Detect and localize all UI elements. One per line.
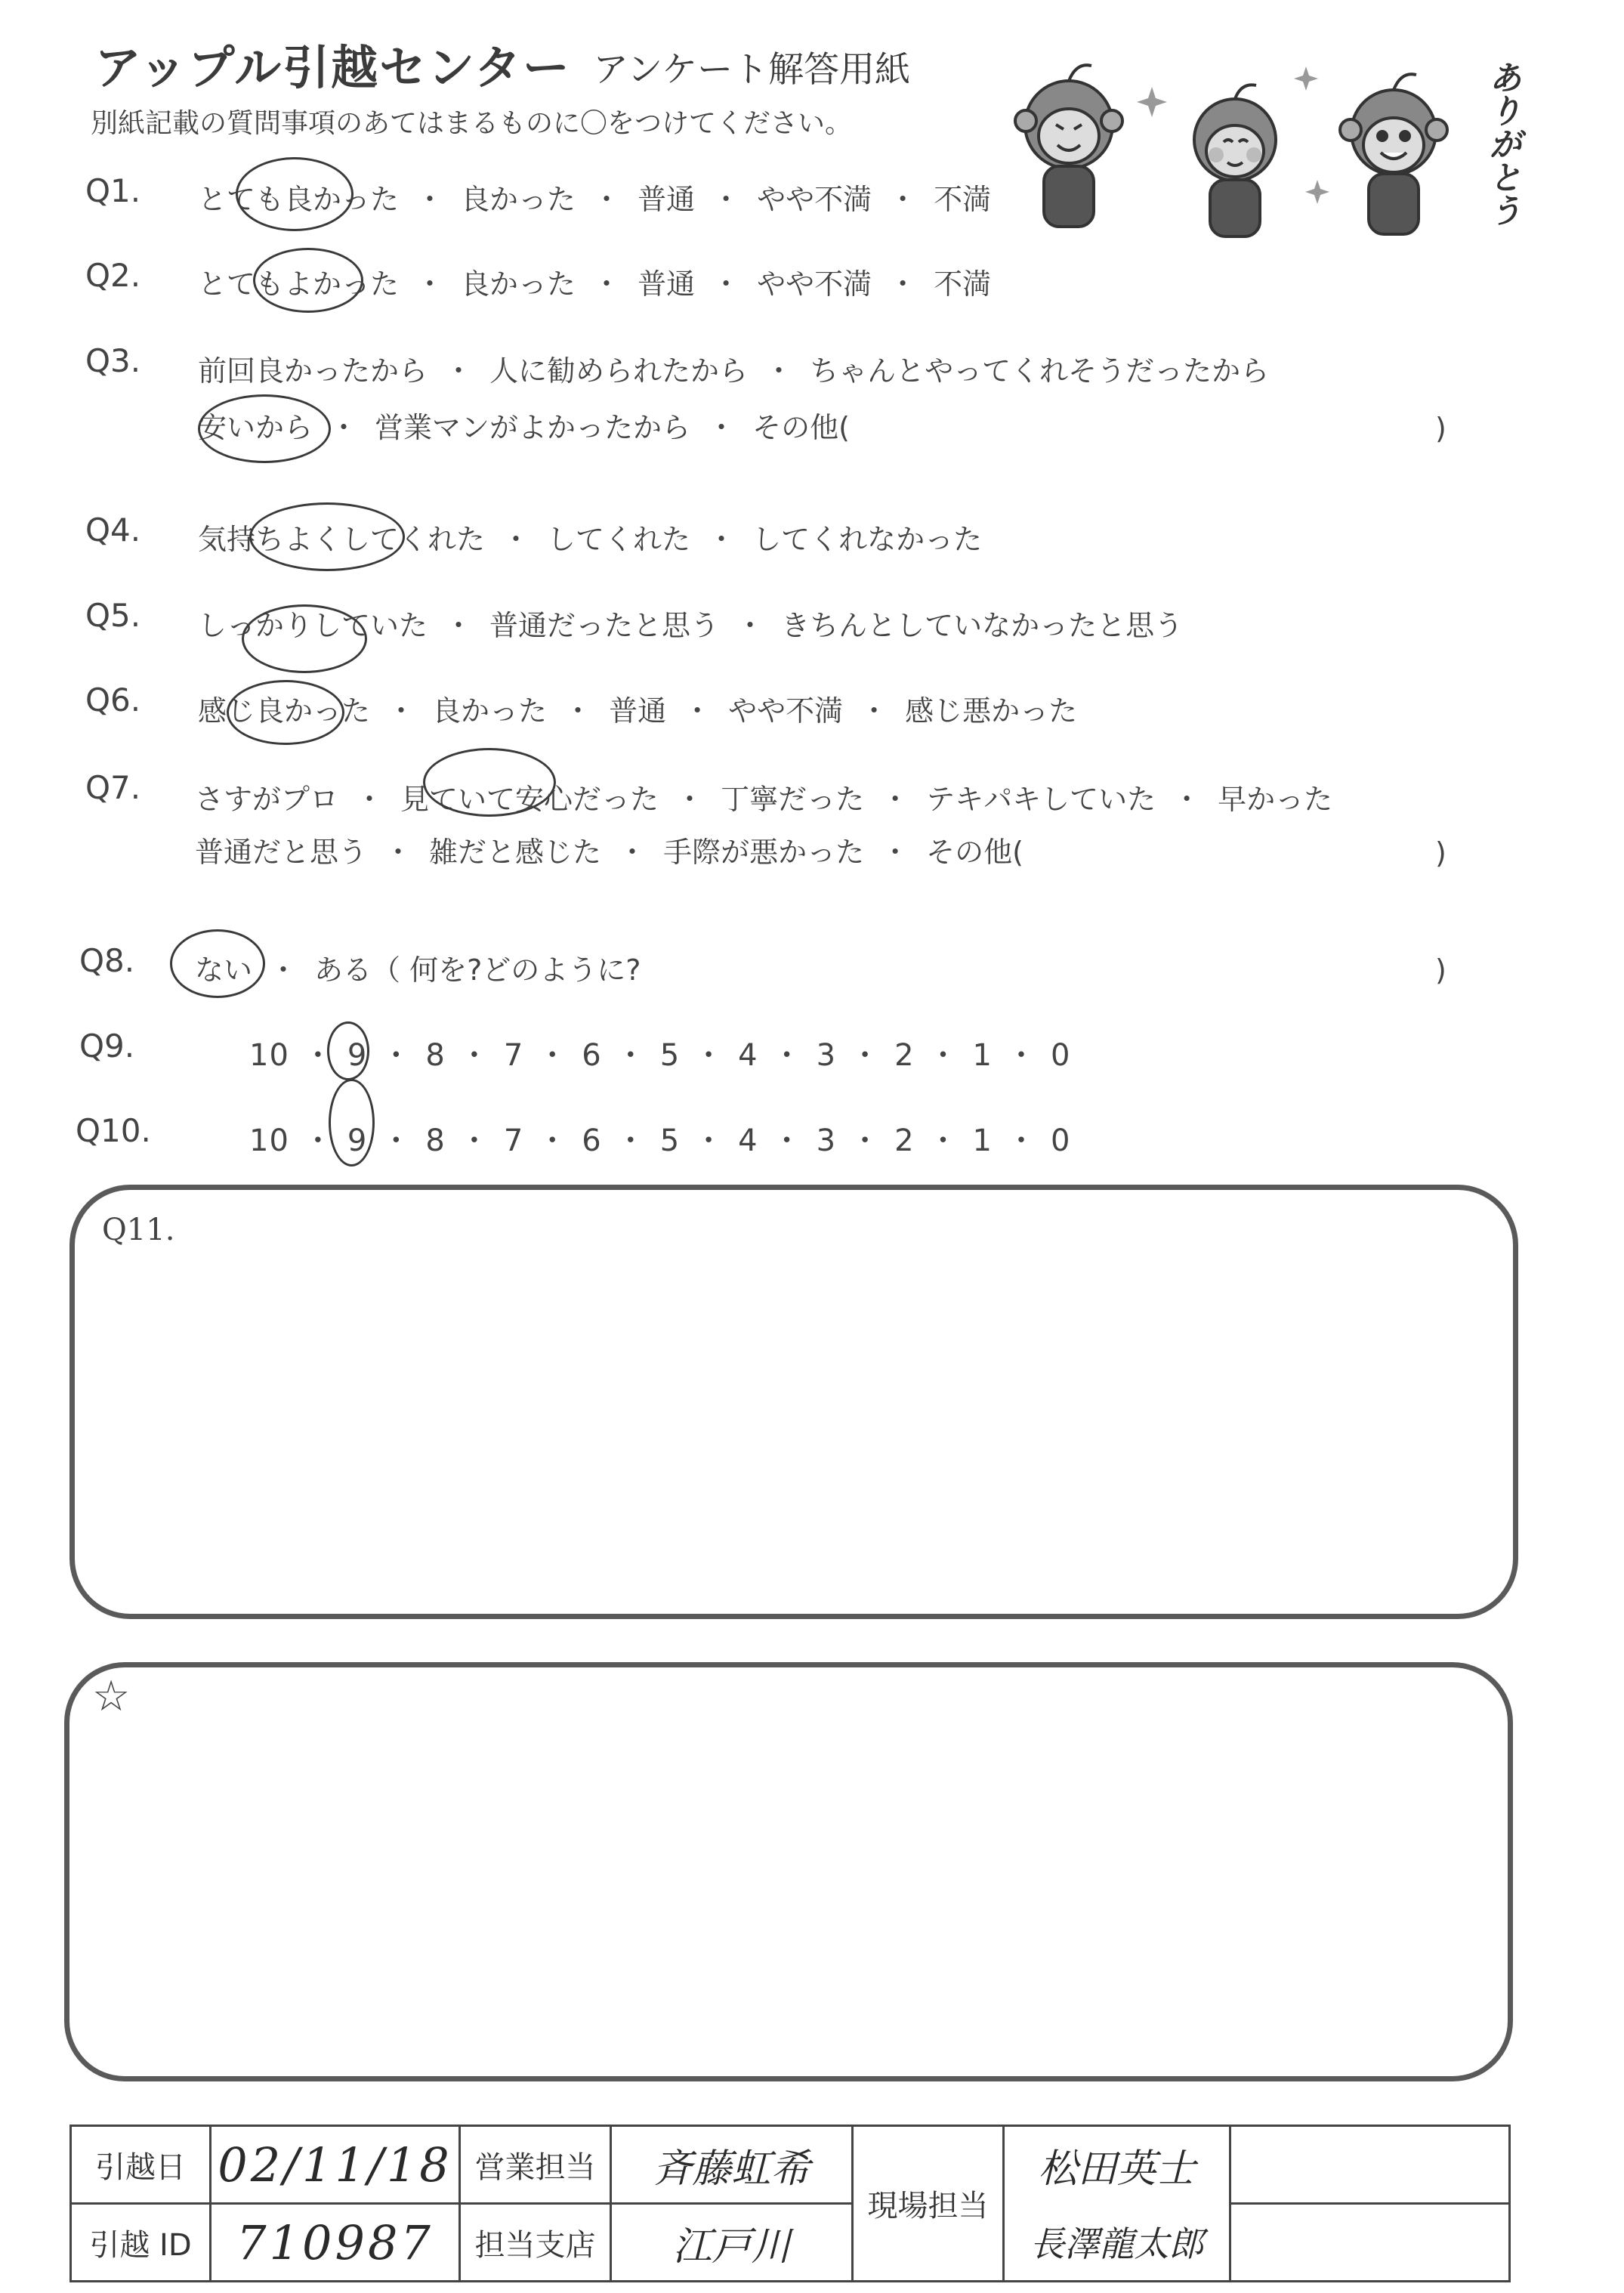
move-id-label: 引越 ID: [71, 2204, 211, 2282]
q6-option[interactable]: 感じ良かった: [198, 694, 371, 728]
q9-scale: 10 ・ 9 ・ 8 ・ 7 ・ 6 ・ 5 ・ 4 ・ 3 ・ 2 ・ 1 ・ 0: [249, 1038, 1071, 1073]
q7-option[interactable]: 手際が悪かった: [663, 836, 865, 869]
branch-label: 担当支店: [460, 2204, 611, 2282]
q7-option[interactable]: テキパキしていた: [926, 783, 1156, 816]
q3-option[interactable]: 前回良かったから: [198, 354, 428, 388]
q3-option[interactable]: 人に勧められたから: [489, 354, 749, 388]
q5-option[interactable]: 普通だったと思う: [489, 609, 720, 642]
q7-option[interactable]: 雑だと感じた: [429, 836, 602, 869]
form-subtitle: アンケート解答用紙: [593, 49, 911, 91]
sales-rep-label: 営業担当: [460, 2126, 611, 2204]
q2-option[interactable]: 良かった: [461, 267, 576, 301]
q10-scale-item[interactable]: 8: [425, 1123, 446, 1158]
q7-options-line1: さすがプロ ・ 見ていて安心だった ・ 丁寧だった ・ テキパキしていた ・ 早かった: [195, 783, 1333, 816]
branch-handwritten: 江戸川: [672, 2223, 791, 2270]
site-staff-extra-1[interactable]: [1230, 2126, 1510, 2204]
q3-option[interactable]: 安いから: [198, 411, 313, 444]
move-id-handwritten: 710987: [236, 2214, 434, 2270]
q9-scale-item[interactable]: 6: [582, 1038, 602, 1073]
q2-option[interactable]: 不満: [934, 267, 992, 301]
q1-option[interactable]: 良かった: [461, 183, 576, 216]
q10-scale-item[interactable]: 6: [582, 1123, 602, 1158]
q9-scale-item[interactable]: 4: [738, 1038, 758, 1073]
q10-label: Q10.: [76, 1112, 151, 1149]
site-staff-value-1[interactable]: [1004, 2126, 1230, 2204]
instruction-text: 別紙記載の質問事項のあてはまるものに〇をつけてください。: [91, 108, 853, 139]
q9-scale-item[interactable]: 7: [503, 1038, 524, 1073]
q9-scale-item[interactable]: 8: [425, 1038, 446, 1073]
q2-options: とてもよかった ・ 良かった ・ 普通 ・ やや不満 ・ 不満: [198, 267, 992, 301]
sales-rep-handwritten: 斉藤虹希: [653, 2146, 810, 2192]
move-date-value[interactable]: [211, 2126, 460, 2204]
q2-option[interactable]: やや不満: [757, 267, 872, 301]
sales-rep-value[interactable]: [611, 2126, 853, 2204]
q4-options: 気持ちよくしてくれた ・ してくれた ・ してくれなかった: [198, 523, 983, 556]
site-staff-1-handwritten: 松田英士: [1038, 2146, 1196, 2193]
monkey-3: [1340, 74, 1447, 234]
q11-label: Q11.: [102, 1213, 175, 1247]
q6-option[interactable]: 良かった: [432, 694, 548, 728]
q10-scale: 10 ・ 9 ・ 8 ・ 7 ・ 6 ・ 5 ・ 4 ・ 3 ・ 2 ・ 1 ・ 0: [249, 1123, 1071, 1158]
q7-label: Q7.: [85, 769, 141, 806]
q8-option[interactable]: ある（ 何を?どのように?: [314, 953, 641, 987]
q2-label: Q2.: [85, 257, 141, 294]
move-id-value[interactable]: [211, 2204, 460, 2282]
q3-option[interactable]: ちゃんとやってくれそうだったから: [810, 354, 1270, 388]
q8-options: ない ・ ある（ 何を?どのように?: [195, 953, 641, 987]
q4-option[interactable]: してくれなかった: [752, 523, 983, 556]
q5-option[interactable]: しっかりしていた: [198, 609, 428, 642]
q11-comment-box[interactable]: [69, 1185, 1518, 1619]
q5-option[interactable]: きちんとしていなかったと思う: [781, 609, 1184, 642]
q3-other-close: ): [1435, 412, 1446, 445]
q3-options-line2: 安いから ・ 営業マンがよかったから ・ その他(: [198, 411, 850, 444]
q6-label: Q6.: [85, 681, 141, 718]
q3-option[interactable]: 営業マンがよかったから: [375, 411, 691, 444]
move-date-label: 引越日: [71, 2126, 211, 2204]
q9-scale-item[interactable]: 0: [1050, 1038, 1071, 1073]
site-staff-label: 現場担当: [853, 2126, 1004, 2282]
q7-option[interactable]: さすがプロ: [195, 783, 339, 816]
move-date-handwritten: 02/11/18: [218, 2137, 452, 2193]
q1-option[interactable]: 不満: [934, 183, 992, 216]
q7-option[interactable]: 丁寧だった: [721, 783, 865, 816]
q4-label: Q4.: [85, 511, 141, 549]
q10-scale-item[interactable]: 0: [1050, 1123, 1071, 1158]
q10-scale-item[interactable]: 2: [894, 1123, 915, 1158]
q10-scale-item[interactable]: 7: [503, 1123, 524, 1158]
q10-scale-item[interactable]: 10: [249, 1123, 289, 1158]
q9-scale-item[interactable]: 10: [249, 1038, 289, 1073]
q9-scale-item[interactable]: 5: [659, 1038, 681, 1073]
form-title: アップル引越センター: [94, 40, 571, 95]
q7-options-line2: 普通だと思う ・ 雑だと感じた ・ 手際が悪かった ・ その他(: [195, 836, 1023, 869]
star-label: ☆: [92, 1672, 131, 1721]
q10-scale-item[interactable]: 5: [659, 1123, 681, 1158]
q3-options-line1: 前回良かったから ・ 人に勧められたから ・ ちゃんとやってくれそうだったから: [198, 354, 1270, 388]
q8-label: Q8.: [79, 942, 135, 979]
q4-option[interactable]: してくれた: [547, 523, 691, 556]
footer-info-table: [69, 2125, 1511, 2282]
q7-option-other[interactable]: その他(: [926, 836, 1023, 869]
monkey-mascots-illustration: [997, 53, 1526, 249]
q6-options: 感じ良かった ・ 良かった ・ 普通 ・ やや不満 ・ 感じ悪かった: [198, 694, 1078, 728]
q7-option[interactable]: 見ていて安心だった: [400, 783, 659, 816]
q1-options: とても良かった ・ 良かった ・ 普通 ・ やや不満 ・ 不満: [198, 183, 992, 216]
q7-option[interactable]: 普通だと思う: [195, 836, 368, 869]
q10-scale-item[interactable]: 4: [738, 1123, 758, 1158]
q1-option[interactable]: とても良かった: [198, 183, 400, 216]
q10-scale-item[interactable]: 3: [816, 1123, 837, 1158]
q3-option-other[interactable]: その他(: [752, 411, 850, 444]
q2-option[interactable]: とてもよかった: [198, 267, 400, 301]
q8-close: ): [1435, 953, 1446, 987]
arigatou-text: ありがとう: [1483, 60, 1521, 227]
monkey-2: [1194, 85, 1276, 236]
q9-scale-item[interactable]: 1: [972, 1038, 993, 1073]
q7-other-close: ): [1435, 836, 1446, 870]
q7-option[interactable]: 早かった: [1218, 783, 1333, 816]
site-staff-2-handwritten: 長澤龍太郎: [1030, 2223, 1204, 2265]
q9-label: Q9.: [79, 1028, 135, 1065]
monkey-1: [1015, 65, 1122, 227]
star-comment-box[interactable]: [64, 1662, 1513, 2081]
q3-label: Q3.: [85, 342, 141, 379]
q9-scale-item[interactable]: 2: [894, 1038, 915, 1073]
branch-value[interactable]: [611, 2204, 853, 2282]
q4-option[interactable]: 気持ちよくしてくれた: [198, 523, 486, 556]
q5-label: Q5.: [85, 597, 141, 634]
q6-option[interactable]: 感じ悪かった: [905, 694, 1078, 728]
site-staff-extra-2[interactable]: [1230, 2204, 1510, 2282]
q8-option[interactable]: ない: [195, 953, 253, 987]
q1-label: Q1.: [85, 172, 141, 209]
site-staff-value-2[interactable]: [1004, 2204, 1230, 2282]
q1-option[interactable]: やや不満: [757, 183, 872, 216]
q6-option[interactable]: 普通: [609, 694, 667, 728]
q9-scale-item[interactable]: 9: [347, 1038, 368, 1073]
q1-option[interactable]: 普通: [638, 183, 696, 216]
q9-scale-item[interactable]: 3: [816, 1038, 837, 1073]
q10-scale-item[interactable]: 1: [972, 1123, 993, 1158]
q5-options: しっかりしていた ・ 普通だったと思う ・ きちんとしていなかったと思う: [198, 609, 1184, 642]
q6-option[interactable]: やや不満: [728, 694, 844, 728]
q2-option[interactable]: 普通: [638, 267, 696, 301]
q10-scale-item[interactable]: 9: [347, 1123, 368, 1158]
